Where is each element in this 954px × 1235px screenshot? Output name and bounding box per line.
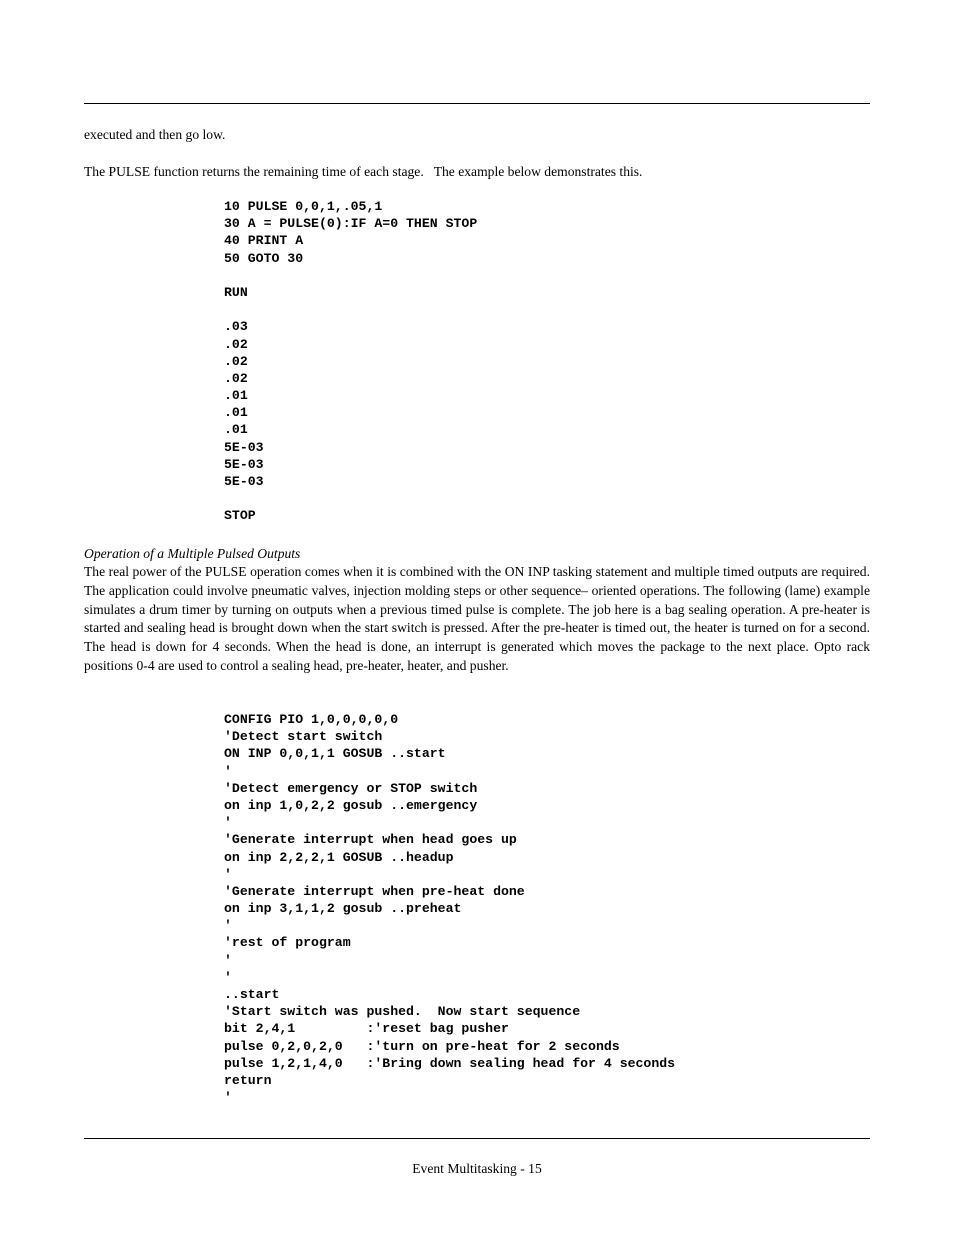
section-body-paragraph: The real power of the PULSE operation comes when it is combined with the ON INP tasking statement and multiple timed outputs are required. The application could involve pneumatic valves, injection molding steps or other sequence– oriented operations. The following (lame) example simulates a drum timer by turning on outputs when a previous timed pulse is complete. The job here is a bag sealing operation. A pre-heater is started and sealing head is brought down when the start switch is pressed. After the pre-heater is timed out, the heater is turned on for a second. The head is down for 4 seconds. When the head is done, an interrupt is generated which moves the package to the next place. Opto rack positions 0-4 are used to control a sealing head, pre-heater, heater, and pusher. [84,564,870,673]
code-line: RUN [224,284,248,300]
code-line: 'Detect start switch [224,729,383,745]
code-line: ' [224,1090,232,1106]
code-line: pulse 1,2,1,4,0 :'Bring down sealing head for 4 seconds [224,1055,676,1071]
intro-paragraph: The PULSE function returns the remaining time of each stage. The example below demonstrates this. [84,164,643,179]
code-line: on inp 3,1,1,2 gosub ..preheat [224,901,462,917]
code-line: .02 [224,336,248,352]
header-rule [84,103,870,104]
continuation-text: executed and then go low. [84,127,226,142]
code-line: .02 [224,353,248,369]
code-line: ' [224,866,232,882]
code-line: .02 [224,370,248,386]
code-line: CONFIG PIO 1,0,0,0,0,0 [224,712,399,727]
code-line: on inp 1,0,2,2 gosub ..emergency [224,797,478,813]
code-line: 40 PRINT A [224,233,304,249]
code-example-pulse [224,198,477,525]
code-line: on inp 2,2,2,1 GOSUB ..headup [224,849,454,865]
code-line: bit 2,4,1 :'reset bag pusher [224,1021,509,1037]
code-line: .01 [224,405,248,421]
code-line: 50 GOTO 30 [224,250,304,266]
code-line: 5E-03 [224,474,264,489]
code-line: 'Generate interrupt when head goes up [224,832,517,848]
code-line: STOP [224,508,256,524]
code-line: .01 [224,388,248,404]
code-line: ' [224,952,232,968]
code-line: ..start [224,987,280,1002]
code-line: ' [224,918,232,934]
code-line: .01 [224,422,248,438]
footer-rule [84,1138,870,1139]
code-line: ON INP 0,0,1,1 GOSUB ..start [224,746,446,762]
code-line: pulse 0,2,0,2,0 :'turn on pre-heat for 2 seconds [224,1038,620,1054]
code-line: ' [224,969,232,985]
code-line: .03 [224,319,248,335]
code-line: ' [224,763,232,779]
code-line: 'Start switch was pushed. Now start sequence [224,1004,581,1020]
page-footer: Event Multitasking - 15 [412,1161,542,1176]
code-line: 'Detect emergency or STOP switch [224,780,478,796]
code-line: return [224,1072,272,1088]
code-line [224,267,477,284]
code-line: 5E-03 [224,439,264,455]
section-heading: Operation of a Multiple Pulsed Outputs [84,546,301,561]
code-line: 5E-03 [224,456,264,472]
code-line: 'Generate interrupt when pre-heat done [224,883,525,899]
code-line: 'rest of program [224,935,351,951]
code-example-multitasking [224,711,675,1106]
code-line: 10 PULSE 0,0,1,.05,1 [224,199,383,214]
code-line [224,301,477,318]
code-line: ' [224,815,232,831]
code-line: 30 A = PULSE(0):IF A=0 THEN STOP [224,216,478,232]
code-line [224,490,477,507]
